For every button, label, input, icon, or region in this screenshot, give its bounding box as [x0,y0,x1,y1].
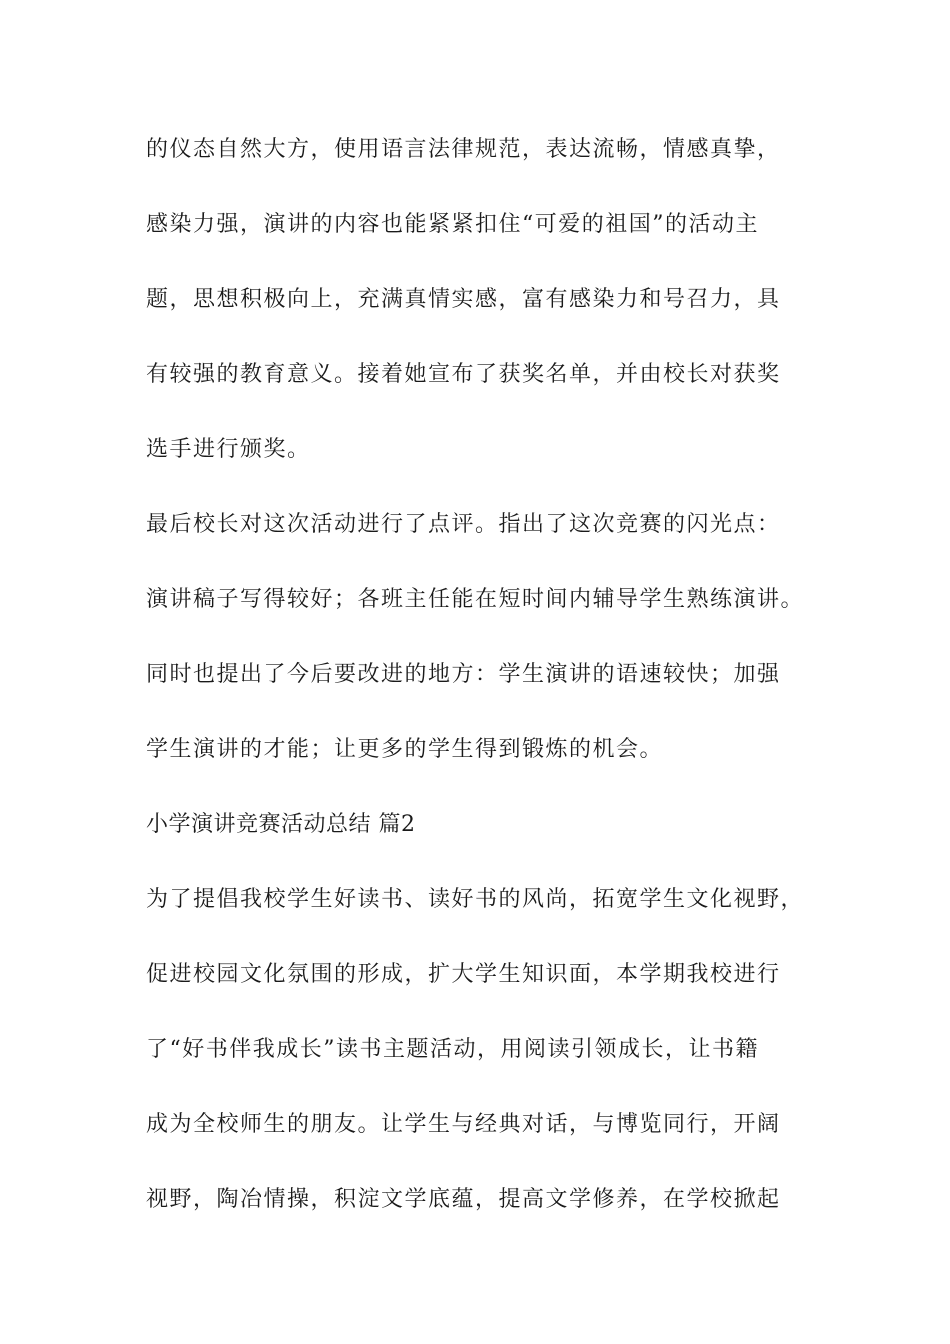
paragraph-line: 题，思想积极向上，充满真情实感，富有感染力和号召力，具 [146,287,781,312]
paragraph-line: 最后校长对这次活动进行了点评。指出了这次竞赛的闪光点： [146,512,781,537]
paragraph-line: 演讲稿子写得较好；各班主任能在短时间内辅导学生熟练演讲。 [146,587,805,612]
paragraph-line: 同时也提出了今后要改进的地方：学生演讲的语速较快；加强 [146,662,781,687]
paragraph-line: 视野，陶冶情操，积淀文学底蕴，提高文学修养，在学校掀起 [146,1187,781,1212]
paragraph-line: 了“好书伴我成长”读书主题活动，用阅读引领成长，让书籍 [146,1037,759,1062]
paragraph-line: 为了提倡我校学生好读书、读好书的风尚，拓宽学生文化视野， [146,887,805,912]
paragraph-line: 的仪态自然大方，使用语言法律规范，表达流畅，情感真挚， [146,137,781,162]
paragraph-line: 学生演讲的才能；让更多的学生得到锻炼的机会。 [146,737,664,762]
paragraph-line: 有较强的教育意义。接着她宣布了获奖名单，并由校长对获奖 [146,362,781,387]
section-heading: 小学演讲竞赛活动总结 篇2 [146,812,416,837]
paragraph-line: 感染力强，演讲的内容也能紧紧扣住“可爱的祖国”的活动主 [146,212,759,237]
paragraph-line: 选手进行颁奖。 [146,437,311,462]
paragraph-line: 成为全校师生的朋友。让学生与经典对话，与博览同行，开阔 [146,1112,781,1137]
paragraph-line: 促进校园文化氛围的形成，扩大学生知识面，本学期我校进行 [146,962,781,987]
